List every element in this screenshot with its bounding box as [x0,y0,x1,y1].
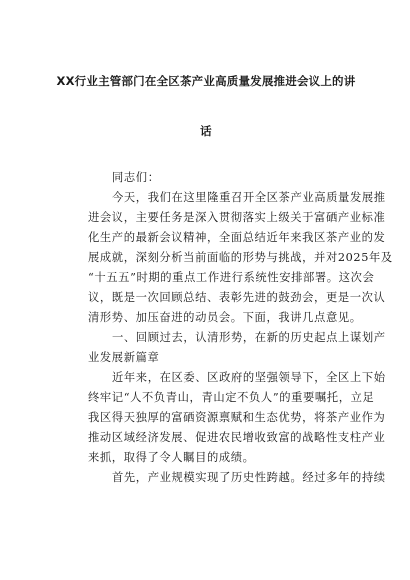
paragraph-line: 推动区域经济发展、促进农民增收致富的战略性支柱产业 [88,431,386,444]
paragraph-line: 首先，产业规模实现了历史性跨越。经过多年的持续 [112,471,386,484]
paragraph-line: 终牢记“人不负青山，青山定不负人”的重要嘱托，立足 [88,391,375,404]
section-heading: 一、回顾过去，认清形势，在新的历史起点上谋划产 [112,331,386,344]
document-title-line-1: XX行业主管部门在全区茶产业高质量发展推进会议上的讲 [56,74,356,88]
salutation: 同志们： [112,171,160,184]
paragraph-line: 展成就，深刻分析当前面临的形势与挑战，并对2025年及 [88,251,393,264]
document-title-line-2: 话 [200,124,212,138]
paragraph-line: 进会议，主要任务是深入贯彻落实上级关于富硒产业标准 [88,211,386,224]
paragraph-line: 来抓，取得了令人瞩目的成绩。 [88,451,255,464]
paragraph-line: 化生产的最新会议精神，全面总结近年来我区茶产业的发 [88,231,386,244]
document-body [88,168,393,488]
paragraph-line: 今天，我们在这里隆重召开全区茶产业高质量发展推 [112,191,386,204]
paragraph-line: 议，既是一次回顾总结、表彰先进的鼓劲会，更是一次认 [88,291,386,304]
section-heading: 业发展新篇章 [88,351,160,364]
paragraph-line: 近年来，在区委、区政府的坚强领导下，全区上下始 [112,371,386,384]
paragraph-line: “十五五”时期的重点工作进行系统性安排部署。这次会 [88,271,375,284]
paragraph-line: 清形势、加压奋进的动员会。下面，我讲几点意见。 [88,311,362,324]
paragraph-line: 我区得天独厚的富硒资源禀赋和生态优势，将茶产业作为 [88,411,386,424]
